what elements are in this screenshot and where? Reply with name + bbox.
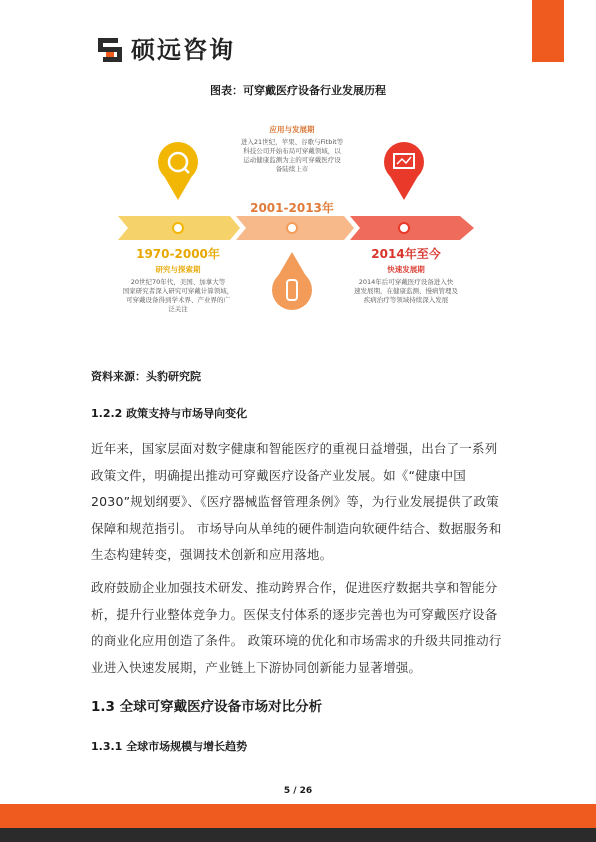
stage2-period: 2001-2013年	[250, 201, 334, 215]
figure-title: 图表：可穿戴医疗设备行业发展历程	[210, 84, 386, 97]
footer-dark-bar	[0, 828, 596, 842]
body-paragraph-2: 政府鼓励企业加强技术研发、推动跨界合作，促进医疗数据共享和智能分析，提升行业整体竞争力。医保支付体系的逐步完善也为可穿戴医疗设备的商业化应用创造了条件。 政策环境的优化和市场需求的升级共同推动行业进入快速发展期，产业链上下游协同创新能力显著增强。	[91, 580, 502, 675]
timeline-segment-3	[350, 216, 474, 240]
logo-text: 硕远咨询	[131, 36, 235, 64]
section-heading-1-3-1: 1.3.1 全球市场规模与增长趋势	[91, 740, 248, 753]
stage2-description: 进入21世纪，苹果、谷歌与Fitbit等 科技公司开始布局可穿戴领域，以 运动健康监测为主的可穿戴医疗设 备陆续上市	[240, 138, 344, 173]
section-heading-1-3: 1.3 全球可穿戴医疗设备市场对比分析	[91, 699, 323, 715]
stage1-description: 20世纪70年代，美国、加拿大等 国家研究者深入研究可穿戴计算领域， 可穿戴设备得到学术界、产业界的广 泛关注	[122, 278, 234, 313]
stage3-period: 2014年至今	[371, 247, 441, 261]
stage3-name: 快速发展期	[387, 265, 425, 274]
development-timeline	[118, 104, 478, 354]
section-heading-1-2-2: 1.2.2 政策支持与市场导向变化	[91, 407, 248, 420]
figure-source: 资料来源：头豹研究院	[91, 370, 201, 383]
logo-mark-icon	[97, 37, 125, 63]
stage3-description: 2014年后可穿戴医疗设备进入快 速发展期，在健康监测、慢病管理及 疾病治疗等领域持续深入发展	[354, 278, 458, 304]
body-paragraph-1: 近年来，国家层面对数字健康和智能医疗的重视日益增强，出台了一系列政策文件，明确提出推动可穿戴医疗设备产业发展。如《“健康中国 2030”规划纲要》、《医疗器械监督管理条例》等，为行业发展提供了政策保障和规范指引。 市场导向从单纯的硬件制造向软硬件结合、数据服务和生态构建转变，强调技术创新和应用落地。	[91, 441, 502, 562]
header-accent-tab	[532, 0, 564, 62]
stage1-name: 研究与探索期	[155, 265, 201, 274]
stage2-name: 应用与发展期	[269, 125, 315, 134]
company-logo	[97, 36, 235, 64]
stage1-period: 1970-2000年	[136, 247, 220, 261]
footer-orange-bar	[0, 804, 596, 828]
page-number: 5 / 26	[283, 786, 313, 796]
